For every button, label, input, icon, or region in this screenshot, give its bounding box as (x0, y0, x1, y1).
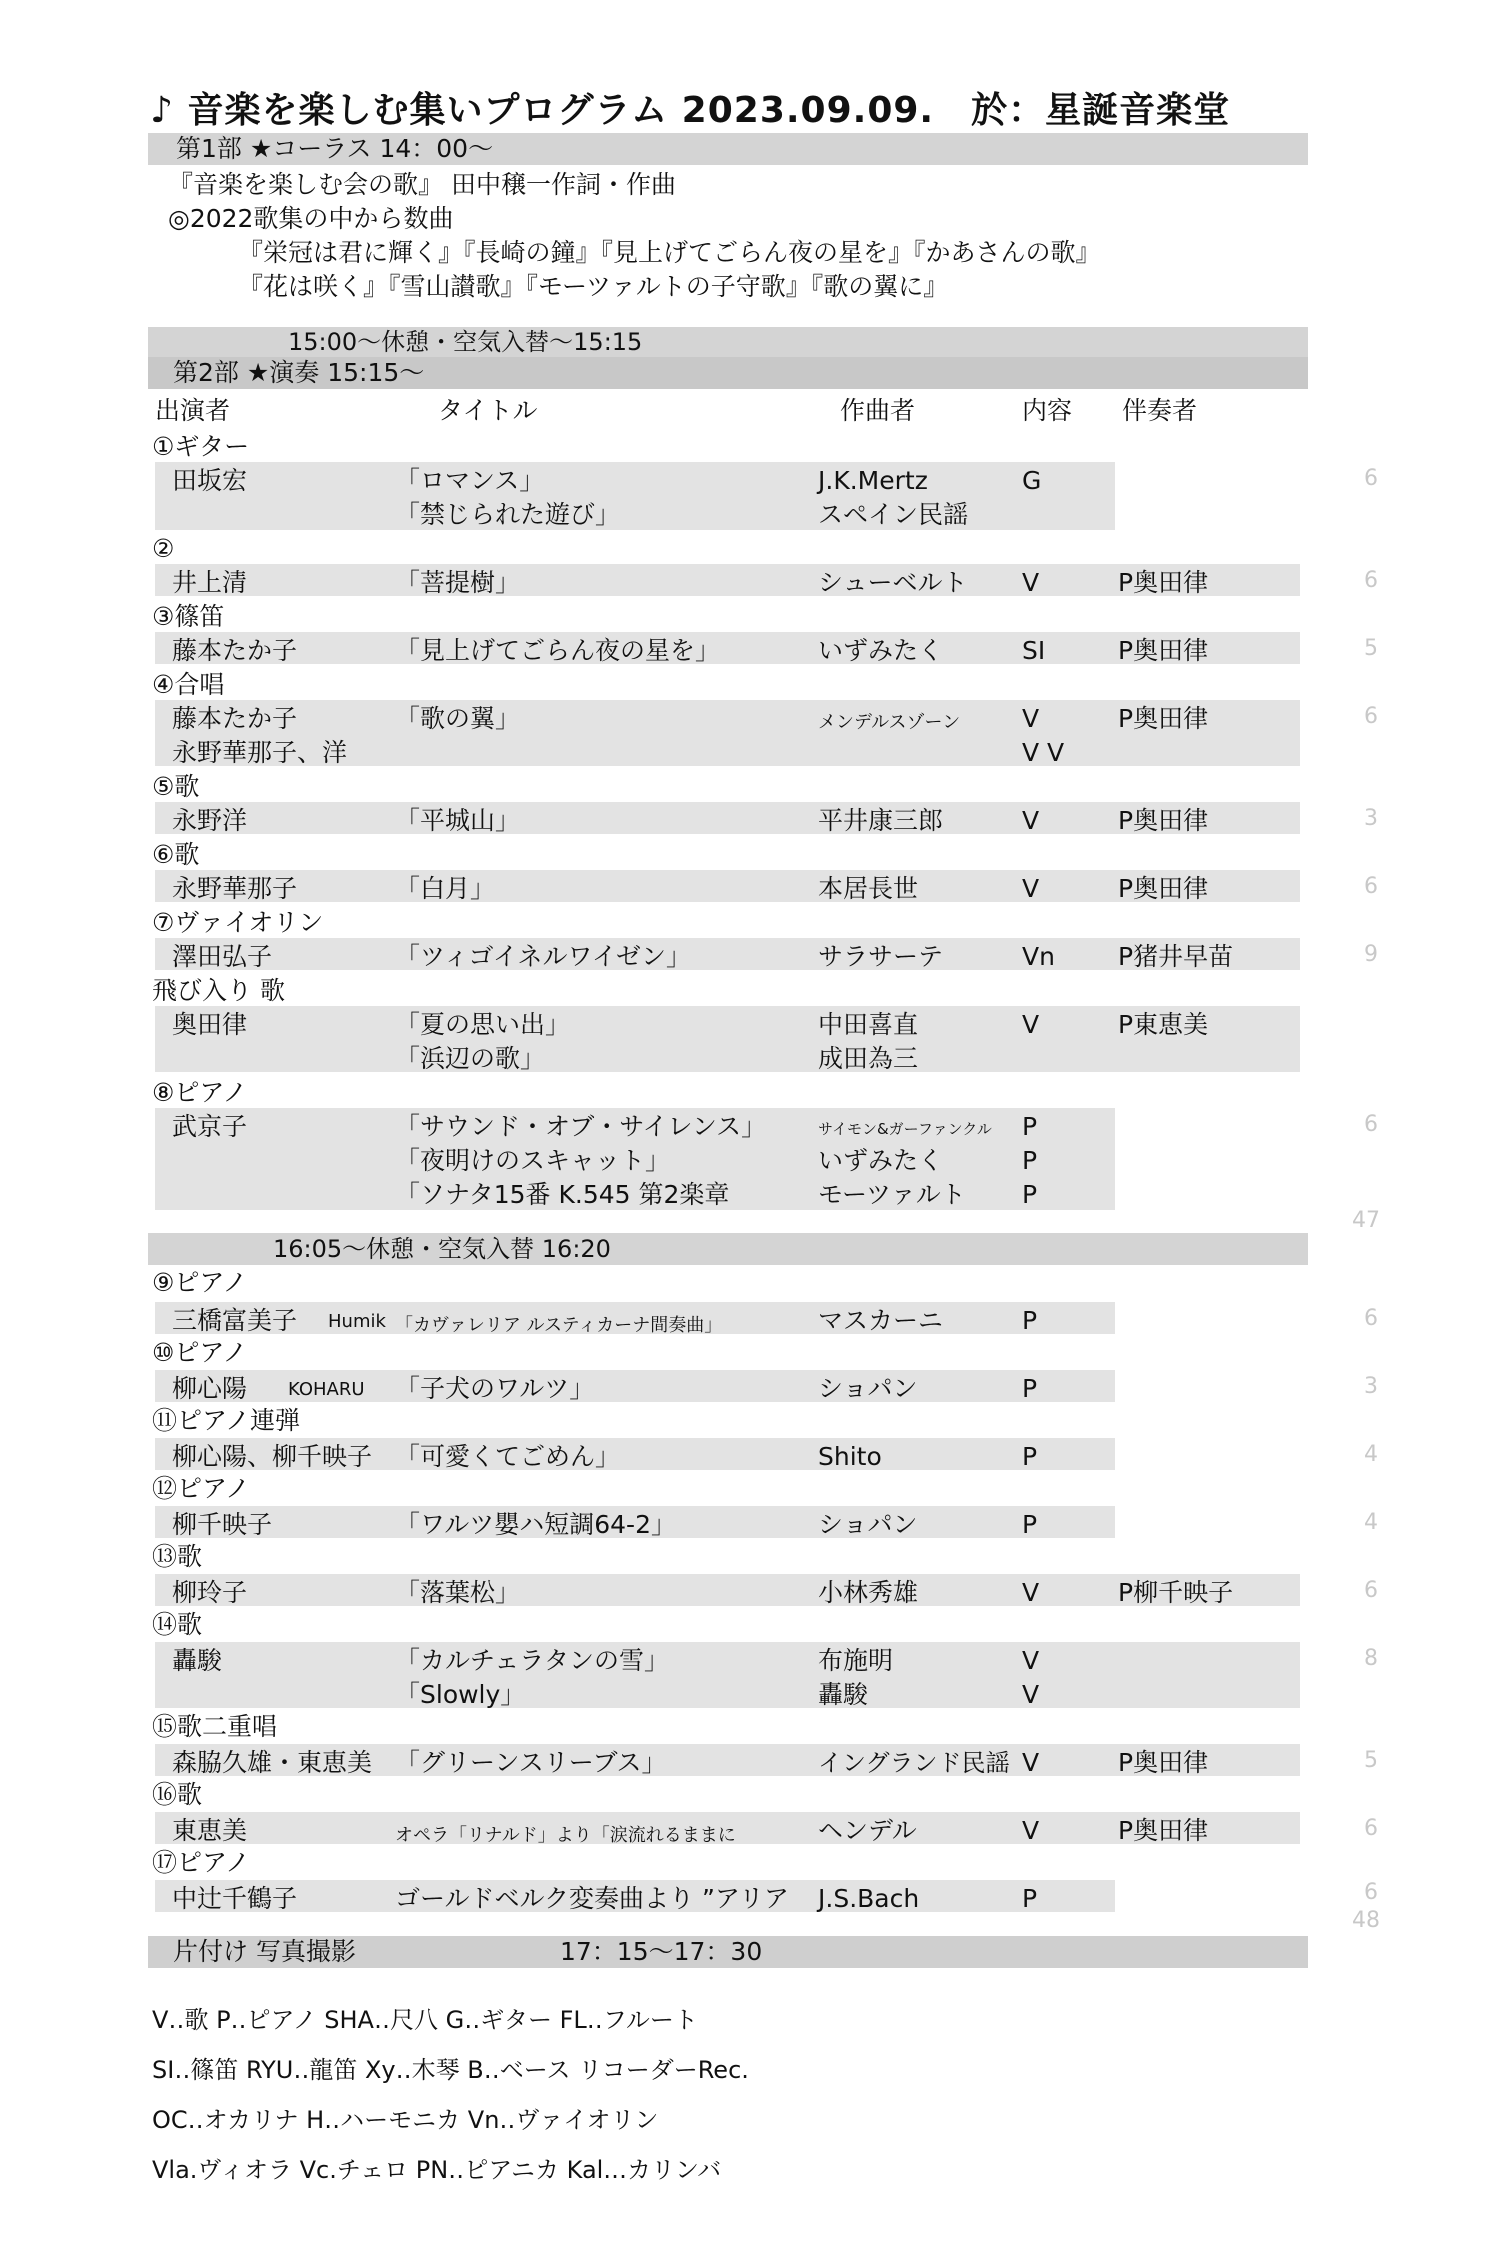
composer-name: 布施明 (818, 1646, 894, 1675)
closing-time: 17：15～17：30 (560, 1937, 763, 1966)
performer-name: 轟駿 (172, 1646, 223, 1675)
composer-name: 平井康三郎 (818, 806, 944, 835)
piece-title: 「夏の思い出」 (395, 1010, 571, 1039)
category-label: ⑤歌 (152, 772, 200, 801)
composer-name: Shito (818, 1442, 882, 1471)
subtotal-1: 47 (1352, 1208, 1380, 1233)
duration-note: 6 (1364, 1306, 1378, 1331)
part1-line: 『花は咲く』『雪山讃歌』『モーツァルトの子守歌』『歌の翼に』 (238, 272, 949, 301)
duration-note: 6 (1364, 568, 1378, 593)
content-code: P (1022, 1510, 1038, 1539)
content-code: G (1022, 466, 1042, 495)
piece-title: 「禁じられた遊び」 (395, 500, 621, 529)
piece-title: 「ツィゴイネルワイゼン」 (395, 942, 692, 971)
content-code: V (1022, 1578, 1040, 1607)
column-accompanist: 伴奏者 (1122, 396, 1198, 425)
piece-title: 「菩提樹」 (395, 568, 521, 597)
part1-header-band (148, 133, 1308, 165)
subtotal-2: 48 (1352, 1908, 1380, 1933)
composer-name: スペイン民謡 (818, 500, 969, 529)
content-code: Vn (1022, 942, 1055, 971)
piece-title: オペラ「リナルド」より「涙流れるままに (395, 1825, 736, 1846)
content-code: P (1022, 1306, 1038, 1335)
content-code: P (1022, 1884, 1038, 1913)
piece-title: 「ワルツ嬰ハ短調64-2」 (395, 1510, 676, 1539)
accompanist-name: P奥田律 (1118, 636, 1209, 665)
piece-title: 「カルチェラタンの雪」 (395, 1646, 670, 1675)
performer-name: 永野洋 (172, 806, 248, 835)
duration-note: 5 (1364, 636, 1378, 661)
content-code: V (1022, 1680, 1040, 1709)
performer-name: 藤本たか子 (172, 636, 298, 665)
break2-text: 16:05～休憩・空気入替 16:20 (273, 1235, 611, 1263)
row-bg (155, 462, 1115, 530)
duration-note: 3 (1364, 806, 1378, 831)
performer-name: 中辻千鶴子 (172, 1884, 298, 1913)
accompanist-name: P柳千映子 (1118, 1578, 1234, 1607)
piece-title: 「白月」 (395, 874, 496, 903)
category-label: ①ギター (152, 432, 250, 461)
accompanist-name: P奥田律 (1118, 874, 1209, 903)
duration-note: 3 (1364, 1374, 1378, 1399)
composer-name: J.K.Mertz (818, 466, 928, 495)
column-performer: 出演者 (155, 396, 231, 425)
performer-name: 永野華那子、洋 (172, 738, 348, 767)
composer-name: いずみたく (818, 636, 944, 665)
composer-name: イングランド民謡 (818, 1749, 1010, 1777)
piece-title: 「見上げてごらん夜の星を」 (395, 636, 721, 665)
content-code: P (1022, 1112, 1038, 1141)
piece-title: 「歌の翼」 (395, 704, 521, 733)
duration-note: 6 (1364, 1112, 1378, 1137)
content-code: V (1022, 704, 1040, 733)
composer-name: J.S.Bach (818, 1884, 920, 1913)
closing-label: 片付け 写真撮影 (173, 1937, 356, 1966)
composer-name: マスカーニ (818, 1306, 944, 1335)
content-code: V (1022, 806, 1040, 835)
category-label: ③篠笛 (152, 602, 225, 631)
performer-name: 森脇久雄・東恵美 (172, 1748, 373, 1777)
performer-name: 柳玲子 (172, 1578, 248, 1607)
accompanist-name: P奥田律 (1118, 1816, 1209, 1845)
piece-title: 「グリーンスリーブス」 (395, 1748, 667, 1777)
piece-title: 「カヴァレリア ルスティカーナ間奏曲」 (395, 1315, 723, 1336)
piece-title: 「平城山」 (395, 806, 521, 835)
piece-title: ゴールドベルク変奏曲より ”アリア (395, 1884, 789, 1913)
legend-line: V‥歌 P‥ピアノ SHA‥尺八 G‥ギター FL‥フルート (152, 2006, 698, 2034)
category-label: ② (152, 534, 175, 563)
duration-note: 6 (1364, 1816, 1378, 1841)
performer-extra: Humik (328, 1311, 386, 1332)
piece-title: 「ロマンス」 (395, 466, 545, 495)
composer-name: 本居長世 (818, 874, 919, 903)
category-label: ⑥歌 (152, 840, 200, 869)
break1-text: 15:00～休憩・空気入替～15:15 (288, 328, 643, 356)
composer-name: サイモン&ガーファンクル (818, 1120, 992, 1138)
legend-line: SI‥篠笛 RYU‥龍笛 Xy‥木琴 B‥ベース リコーダーRec. (152, 2056, 749, 2084)
performer-name: 奥田律 (172, 1010, 248, 1039)
category-label: ④合唱 (152, 670, 225, 699)
category-label: ⑭歌 (152, 1610, 203, 1639)
program-title: ♪ 音楽を楽しむ集いプログラム 2023.09.09. 於：星誕音楽堂 (150, 90, 1231, 131)
content-code: V (1022, 1646, 1040, 1675)
duration-note: 6 (1364, 466, 1378, 491)
category-label: 飛び入り 歌 (152, 976, 285, 1005)
content-code: V (1022, 874, 1040, 903)
composer-name: サラサーテ (818, 942, 944, 971)
content-code: SI (1022, 636, 1046, 665)
piece-title: 「ソナタ15番 K.545 第2楽章 (395, 1180, 730, 1209)
category-label: ⑬歌 (152, 1542, 203, 1571)
content-code: P (1022, 1442, 1038, 1471)
part1-header: 第1部 ★コーラス 14：00～ (176, 134, 494, 163)
category-label: ⑩ピアノ (152, 1338, 248, 1367)
accompanist-name: P奥田律 (1118, 1748, 1209, 1777)
legend-line: Vla.ヴィオラ Vc.チェロ PN‥ピアニカ Kal.‥カリンバ (152, 2156, 722, 2184)
content-code: V (1022, 1010, 1040, 1039)
category-label: ⑯歌 (152, 1780, 203, 1809)
composer-name: 中田喜直 (818, 1010, 919, 1039)
accompanist-name: P猪井早苗 (1118, 942, 1234, 971)
category-label: ⑮歌二重唱 (152, 1712, 278, 1741)
performer-name: 武京子 (172, 1112, 248, 1141)
category-label: ⑧ピアノ (152, 1078, 248, 1107)
legend-line: OC‥オカリナ H‥ハーモニカ Vn‥ヴァイオリン (152, 2106, 659, 2134)
performer-name: 井上清 (172, 568, 248, 597)
duration-note: 5 (1364, 1748, 1378, 1773)
composer-name: いずみたく (818, 1146, 944, 1175)
part1-line: 『音楽を楽しむ会の歌』 田中穣一作詞・作曲 (168, 170, 676, 199)
part1-line: ◎2022歌集の中から数曲 (168, 204, 454, 233)
piece-title: 「夜明けのスキャット」 (395, 1146, 671, 1175)
category-label: ⑨ピアノ (152, 1268, 248, 1297)
duration-note: 6 (1364, 874, 1378, 899)
performer-name: 藤本たか子 (172, 704, 298, 733)
duration-note: 4 (1364, 1510, 1378, 1535)
break2-band (148, 1233, 1308, 1265)
row-bg (155, 1642, 1300, 1708)
composer-name: 小林秀雄 (818, 1578, 919, 1607)
category-label: ⑪ピアノ連弾 (152, 1406, 301, 1435)
duration-note: 6 (1364, 704, 1378, 729)
content-code: V (1022, 1748, 1040, 1777)
composer-name: 轟駿 (818, 1680, 869, 1709)
content-code: P (1022, 1180, 1038, 1209)
duration-note: 6 (1364, 1578, 1378, 1603)
duration-note: 9 (1364, 942, 1378, 967)
performer-extra: KOHARU (288, 1379, 365, 1400)
duration-note: 6 (1364, 1880, 1378, 1905)
closing-band (148, 1936, 1308, 1968)
performer-name: 澤田弘子 (172, 942, 273, 971)
performer-name: 東恵美 (172, 1816, 248, 1845)
performer-name: 柳心陽、柳千映子 (172, 1442, 373, 1471)
performer-name: 柳心陽 (172, 1374, 248, 1403)
column-composer: 作曲者 (840, 396, 916, 425)
composer-name: ヘンデル (818, 1816, 917, 1845)
column-content: 内容 (1022, 396, 1073, 425)
category-label: ⑰ピアノ (152, 1848, 251, 1877)
performer-name: 田坂宏 (172, 466, 248, 495)
piece-title: 「子犬のワルツ」 (395, 1374, 595, 1403)
category-label: ⑫ピアノ (152, 1474, 251, 1503)
piece-title: 「可愛くてごめん」 (395, 1442, 621, 1471)
part2-header: 第2部 ★演奏 15:15～ (173, 358, 425, 387)
accompanist-name: P奥田律 (1118, 704, 1209, 733)
part1-line: 『栄冠は君に輝く』『長崎の鐘』『見上げてごらん夜の星を』『かあさんの歌』 (238, 238, 1101, 267)
content-code: P (1022, 1146, 1038, 1175)
composer-name: ショパン (818, 1510, 918, 1539)
accompanist-name: P奥田律 (1118, 806, 1209, 835)
composer-name: ショパン (818, 1374, 918, 1403)
performer-name: 柳千映子 (172, 1510, 273, 1539)
duration-note: 4 (1364, 1442, 1378, 1467)
composer-name: メンデルスゾーン (818, 712, 961, 733)
part2-header-band (148, 357, 1308, 389)
piece-title: 「落葉松」 (395, 1578, 521, 1607)
performer-name: 永野華那子 (172, 874, 298, 903)
accompanist-name: P東恵美 (1118, 1010, 1209, 1039)
composer-name: シューベルト (818, 568, 968, 597)
category-label: ⑦ヴァイオリン (152, 908, 324, 937)
performer-name: 三橋富美子 (172, 1306, 298, 1335)
piece-title: 「浜辺の歌」 (395, 1044, 546, 1073)
break1-band (148, 327, 1308, 357)
accompanist-name: P奥田律 (1118, 568, 1209, 597)
composer-name: モーツァルト (818, 1180, 966, 1209)
composer-name: 成田為三 (818, 1044, 919, 1073)
content-code: V (1022, 1816, 1040, 1845)
piece-title: 「Slowly」 (395, 1680, 526, 1709)
column-title: タイトル (438, 396, 538, 425)
content-code: P (1022, 1374, 1038, 1403)
content-code: V V (1022, 738, 1065, 767)
piece-title: 「サウンド・オブ・サイレンス」 (395, 1112, 767, 1141)
content-code: V (1022, 568, 1040, 597)
duration-note: 8 (1364, 1646, 1378, 1671)
